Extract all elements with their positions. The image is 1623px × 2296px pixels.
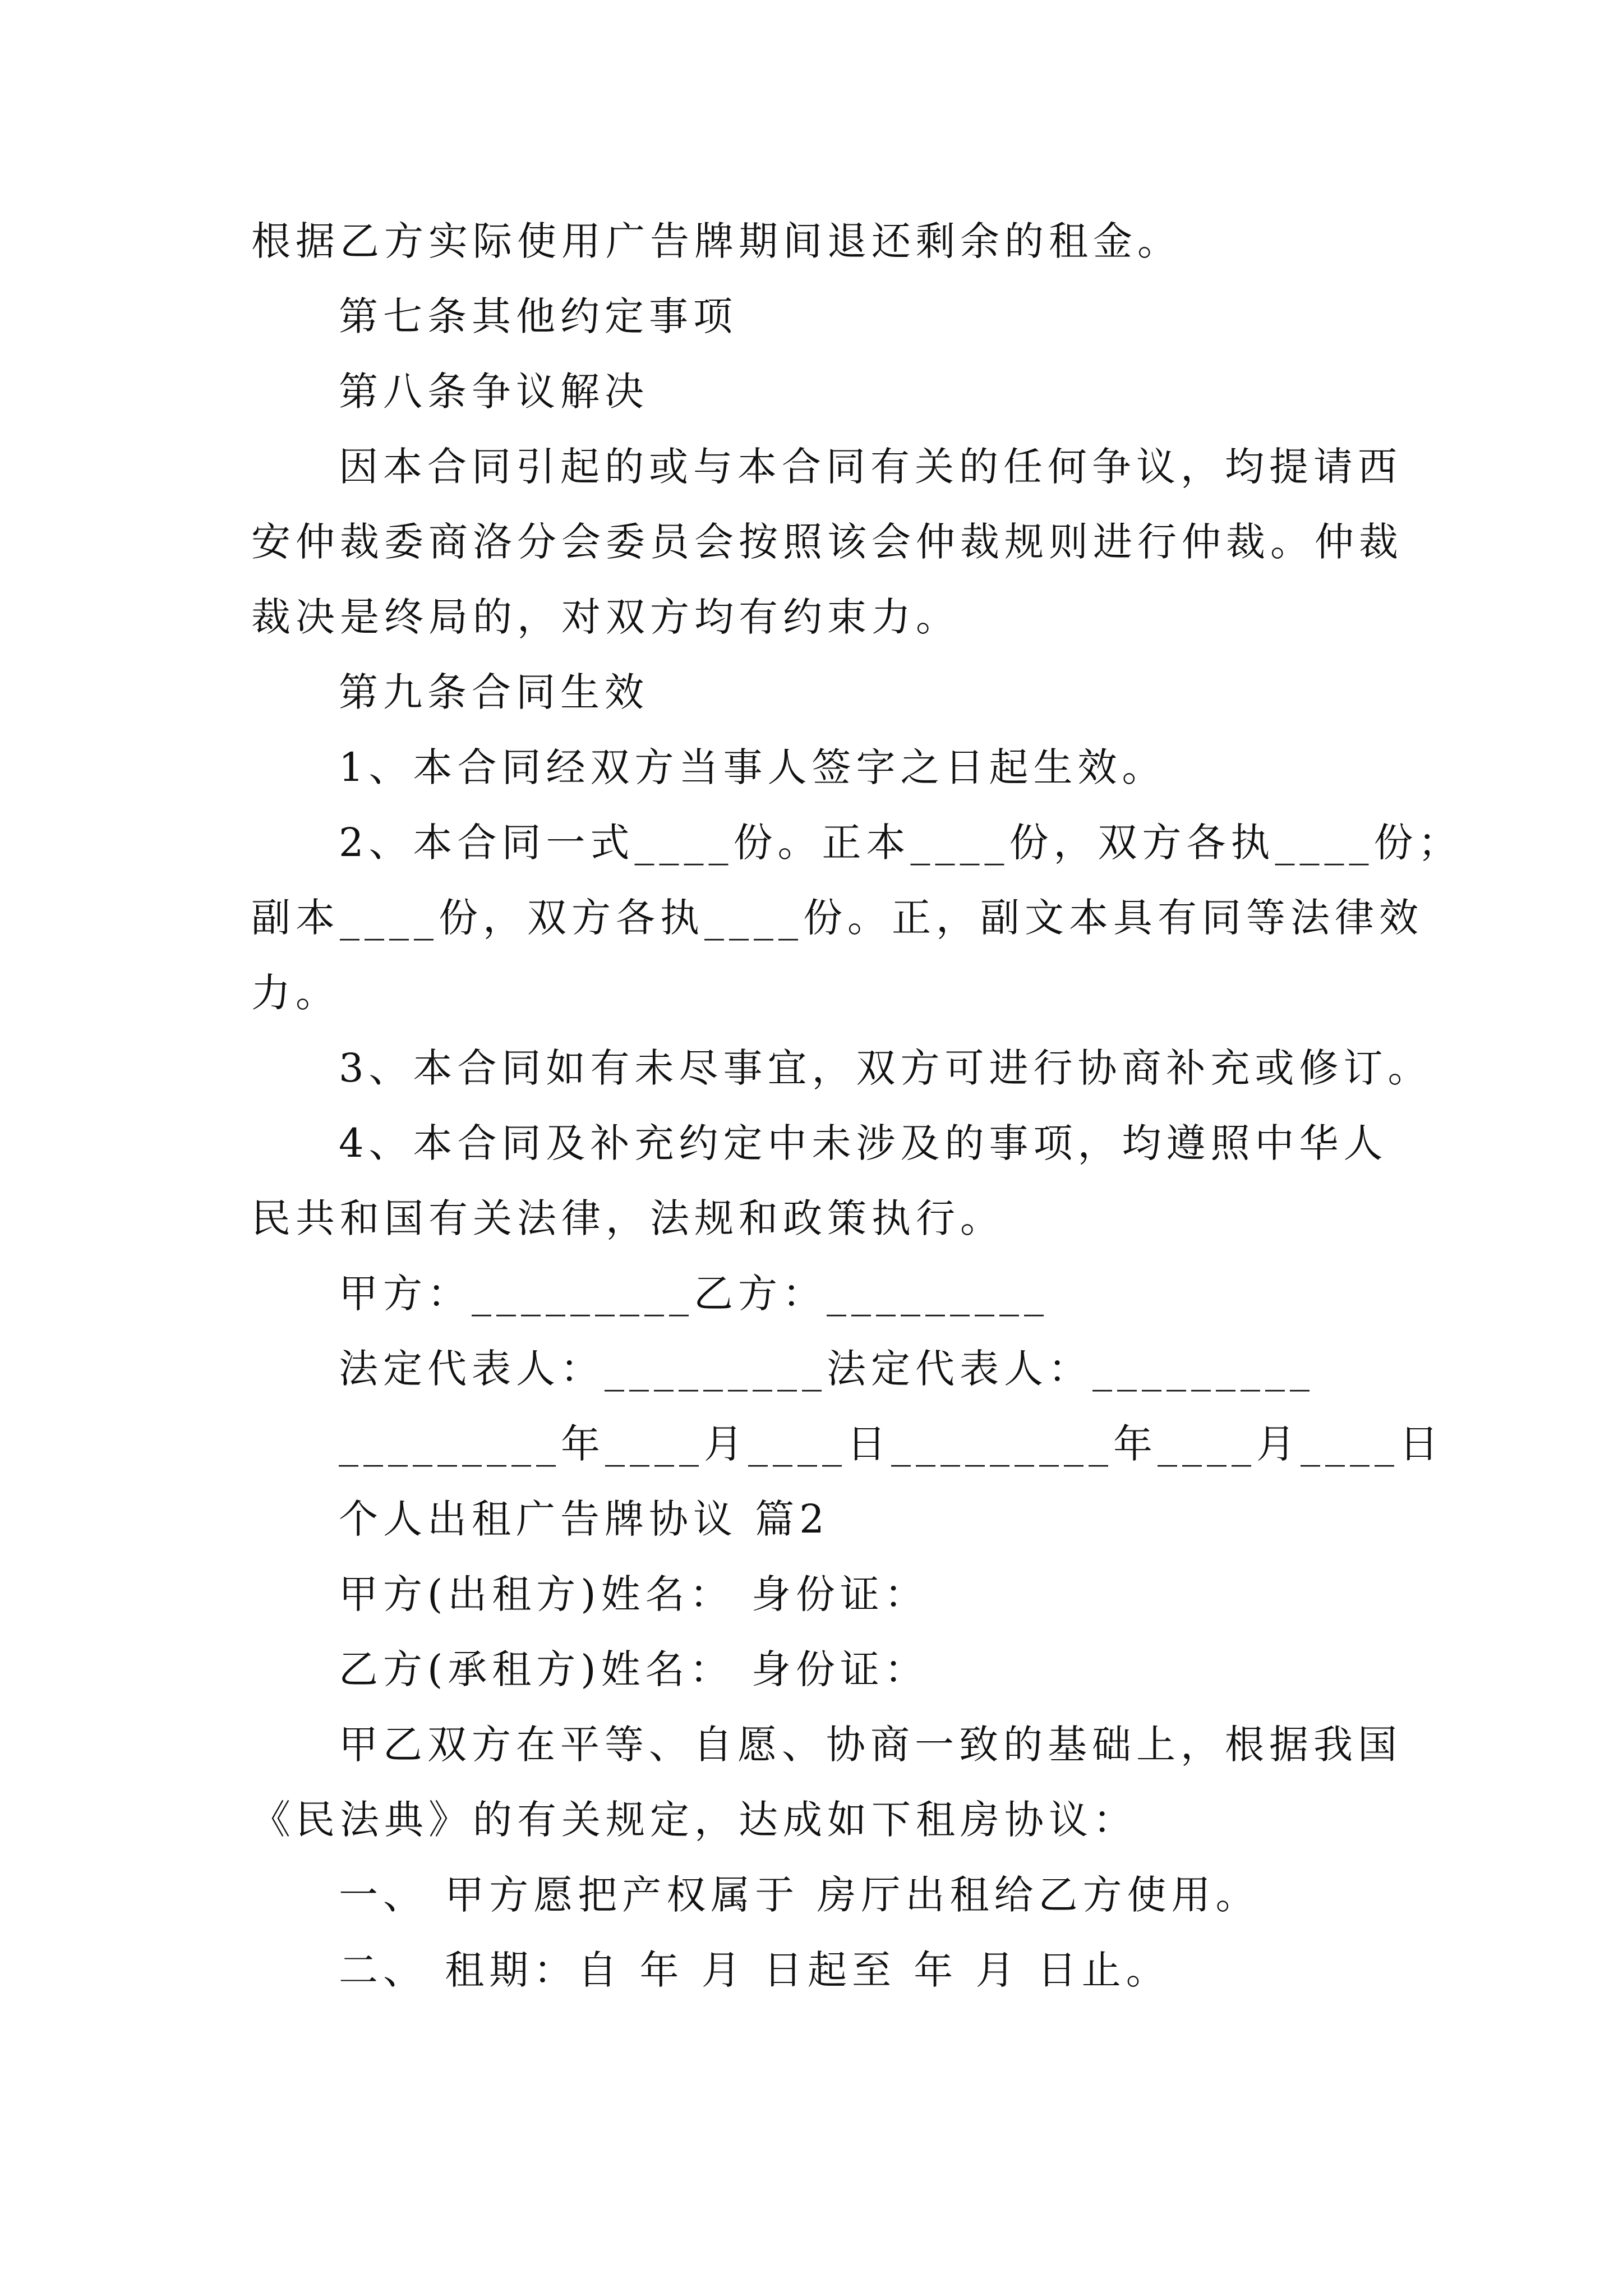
paragraph-line: 根据乙方实际使用广告牌期间退还剩余的租金。: [251, 218, 1182, 264]
clause-item-2: 二、 租期：自 年 月 日起至 年 月 日止。: [339, 1947, 1170, 1993]
section-heading-7: 第七条其他约定事项: [339, 293, 737, 339]
lessor-info: 甲方(出租方)姓名： 身份证：: [339, 1571, 929, 1617]
paragraph-line: 《民法典》的有关规定，达成如下租房协议：: [251, 1797, 1137, 1843]
paragraph-line: 副本____份，双方各执____份。正，副文本具有同等法律效: [251, 895, 1423, 941]
paragraph-line: 因本合同引起的或与本合同有关的任何争议，均提请西: [339, 444, 1402, 490]
signature-parties: 甲方：_________乙方：_________: [339, 1271, 1049, 1317]
signature-dates: _________年____月____日_________年____月____日: [339, 1421, 1444, 1467]
signature-representatives: 法定代表人：_________法定代表人：_________: [339, 1346, 1315, 1392]
lessee-info: 乙方(承租方)姓名： 身份证：: [339, 1646, 929, 1692]
paragraph-line: 力。: [251, 970, 340, 1016]
clause-item-1: 一、 甲方愿把产权属于 房厅出租给乙方使用。: [339, 1872, 1260, 1918]
paragraph-line: 安仲裁委商洛分会委员会按照该会仲裁规则进行仲裁。仲裁: [251, 519, 1403, 565]
agreement-title-2: 个人出租广告牌协议 篇2: [339, 1496, 829, 1542]
clause-2: 2、本合同一式____份。正本____份，双方各执____份；: [339, 820, 1463, 866]
paragraph-line: 裁决是终局的，对双方均有约束力。: [251, 594, 960, 640]
clause-4: 4、本合同及补充约定中未涉及的事项，均遵照中华人: [339, 1120, 1388, 1166]
section-heading-8: 第八条争议解决: [339, 369, 649, 415]
clause-3: 3、本合同如有未尽事宜，双方可进行协商补充或修订。: [339, 1045, 1432, 1091]
paragraph-line: 甲乙双方在平等、自愿、协商一致的基础上，根据我国: [339, 1722, 1402, 1768]
paragraph-line: 民共和国有关法律，法规和政策执行。: [251, 1195, 1004, 1241]
section-heading-9: 第九条合同生效: [339, 669, 649, 715]
clause-1: 1、本合同经双方当事人签字之日起生效。: [339, 744, 1166, 790]
